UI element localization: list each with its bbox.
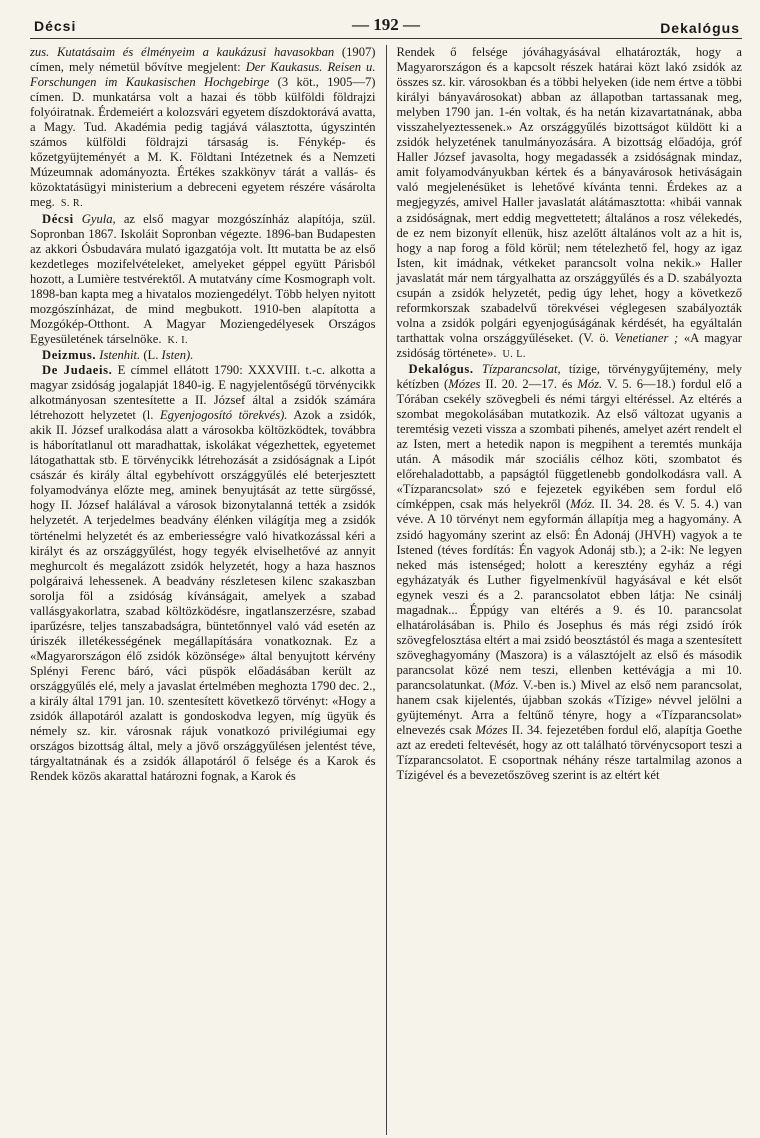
- two-column-body: [30, 45, 742, 1135]
- entry-headword: Deizmus.: [42, 347, 97, 362]
- entry-continuation: Rendek ő felsége jóváhagyásával elhatározták, hogy a Magyarországon és a kapcsolt részek határai közt lakó zsidók az összes sz. kir. városokban és a többi helyeken (ide nem értve a többi királyi bányavárosokat) abban az állapotban tartassanak meg, melyben 1790 jan. 1-én voltak, és ha netán kizavartatnának, abba visszahelyeztessenek.» Az országgyűlés bizottságot küldött ki a zsidók helyzetének tanulmányozására. A bizottság előadója, gróf Haller József javasolta, hogy megadassék a zsidóságnak mindaz, amit folyamodványukban kértek és a bányavárosok hetiváságain való megjelenésüket is lehetővé kívánta tenni. Érdekes az a megjegyzés, amivel Haller javaslatát alátámasztotta: «hibái vannak a zsidóságnak, mert eddig megvettetett; általános a rosz vélekedés, de ez nem bizonyít ellenük, hisz azelőtt általános volt az a hit is, hogy a nap forog a föld körül; nem tételezhető fel, hogy az igaz Isten, kit imádnak, vétkeket parancsolt volna nekik.» Haller javaslatát már nem tárgyalhatta az országgyűlés és a D. szabályozta csupán a zsidók helyzetét, pedig úgy lehet, hogy a következő reformkorszak szabadelvű törekvései véglegesen szabályozták volna a zsidók polgári egyenjogúságának kérdését, ha egyáltalán tarthattak volna országgyűléseket. (V. ö. Venetianer ; «A magyar zsidóság története». U. L.: [396, 45, 742, 360]
- entry-headword: De Judaeis.: [42, 362, 113, 377]
- entry-continuation: zus. Kutatásaim és élményeim a kaukázusi havasokban (1907) címen, mely németül bővítve megjelent: Der Kaukasus. Reisen u. Forschungen im Kaukasischen Hochgebirge (3 köt., 1905—7) címen. D. munkatársa volt a hazai és több külföldi földrajzi folyóiratnak. Érdemeiért a kolozsvári egyetem díszdoktorává avatta, a Magy. Tud. Akadémia pedig tagjává választotta, úgyszintén számos külföldi földrajzi társaság is. Fénykép- és kőzetgyüjteményét a M. K. Földtani Intézetnek és a Nemzeti Múzeumnak adományozta. Értékes szakkönyv tárát a vallás- és közoktatásügyi ministerium a debreceni egyetem részére vásárolta meg. S. R.: [30, 45, 376, 210]
- entry-headword: Dekalógus.: [408, 361, 474, 376]
- page-number: — 192 —: [352, 15, 420, 34]
- author-signature: K. I.: [167, 334, 189, 346]
- author-signature: S. R.: [60, 198, 84, 210]
- right-column: [386, 45, 743, 1135]
- entry-decsi-gyula: Décsi Gyula, az első magyar mozgószínház alapítója, szül. Sopronban 1867. Iskoláit Sopronban végezte. 1896-ban Budapesten az akkori Ósbudavára mulató igazgatója volt. Itt mutatta be az első kezdetleges mozifelvételeket, amelyeket géppel együtt Párisból hozott, a Lumière testvérektől. A mutatvány címe Kosmograph volt. 1898-ban kapta meg a hivatalos moziengedélyt. Több helyen nyitott mozgószínházat, de mind megbukott. 1910-ben alapította a Mozgókép-Otthont. A Magyar Moziengedélyesek Országos Egyesületének társelnöke. K. I.: [30, 211, 376, 346]
- entry-deizmus: Deizmus. Istenhit. (L. Isten).: [42, 347, 194, 362]
- entry-headword: Décsi: [42, 211, 74, 226]
- running-head-right: Dekalógus: [660, 20, 740, 36]
- page-header: [30, 10, 742, 39]
- author-signature: U. L.: [502, 348, 526, 360]
- left-column: [30, 45, 386, 1135]
- entry-dekalogus: Dekalógus. Tízparancsolat, tízige, törvénygyűjtemény, mely kétízben (Mózes II. 20. 2—17. és Móz. V. 5. 6—18.) fordul elő a Tórában csekély szövegbeli és némi tárgyi eltéréssel. Az eltérés a szombat megokolásában mutatkozik. Az első változat ugyanis a teremtésig vezeti vissza a szombati pihenés, amelyet azért rendelt el az Isten, mert a hetedik napon is megpihent a teremtés munkája után. A második már szociális célhoz köti, szombatot és előrehaladottabb, a papságtól függetlenebb gondolkodásra vall. A «Tízparancsolat» szó e fejezetek egyikében sem fordul elő címképpen, csak más helyekről (Móz. II. 34. 28. és V. 5. 4.) van véve. A 10 törvényt nem egyformán állapítja meg a hagyomány. A zsidó hagyomány szerint az első: Én Adonáj (JHVH) vagyok a te Istened (téves fordítás: Én vagyok Adonáj stb.); a 2-ik: Ne legyen neked más istenséged; holott a keresztény egyház a régi egyházatyák és Luther figyelmenkívül hagyásával e két elsőt egynek veszi és a 2. parancsolatot ebben látja: Ne csinálj magadnak... Éppúgy van eltérés a 9. és 10. parancsolat elhatárolásában is. Philo és Josephus és más régi zsidó írók szövegfelosztása eltért a mai zsidó beosztástól és maga a szentesített szöveghagyomány (Maszora) is a választójelt az első és második parancsolat közé nem teszi, ellenben kettévágja a mi 10. parancsolatunkat. (Móz. V.-ben is.) Mivel az első nem parancsolat, hanem csak kijelentés, újabban szokás «Tízige» névvel jelölni a gyüjteményt. Arra a feltűnő tényre, hogy a «Tízparancsolat» elnevezés csak Mózes II. 34. fejezetében fordul elő, alapítja Goethe azt az eredeti feltevését, hogy az ott található törvénycsoport teszi a Tízparancsolatot. E csoportnak néhány része tartalmilag azonos a Tízigével és a bevezetőszöveg szerint is az eltért két: [396, 361, 742, 783]
- entry-de-judaeis: De Judaeis. E címmel ellátott 1790: XXXVIII. t.-c. alkotta a magyar zsidóság jogalapját 1840-ig. E nagyjelentőségű törvénycikk alkotmányosan szentesítette a II. József által a zsidók számára létrehozott helyzetet (l. Egyenjogosító törekvés). Azok a zsidók, akik II. József uralkodása alatt a városokba költözködtek, továbbra is háborítatlanul ott maradhattak, iskolákat végezhettek, egyetemet látogathattak stb. E törvénycikk létrehozását a zsidóságnak a Lipót császár és király által egybehívott országgyűlés elé beterjesztett folyamodványa előzte meg, aminek benyujtását az tette sürgőssé, hogy II. József halálával a városok bizonytalanná tették a zsidók helyzetét. A terjedelmes beadvány élénken világítja meg a zsidók történelmi helyzetét és az emberiességre való hivatkozással kéri a királyt és az országgyűlést, hogy tegyék elviselhetővé az annyit meghurcolt és megalázott zsidók helyzetét, hogy a haza hasznos polgáraivá lehessenek. A beadvány részletesen kilenc szakaszban sorolja föl a zsidóság kívánságait, amelyek a szabad vallásgyakorlatra, szabad költözködésre, ingatlanszerzésre, szabad iparűzésre, teljes tanszabadságra, büntetőnnyel való vád esetén az úriszék illetékességének megállapítására vonatkoznak. Ez a «Magyarországon élő zsidók közönsége» által benyujtott kérvény Splényi Ferenc báró, váci püspök előadásában került az országgyűlés elé, mely a javaslat értelmében meghozta 1790 dec. 2., a király által 1791 jan. 10. szentesített következő törvényt: «Hogy a zsidók állapotáról azalatt is gondoskodva legyen, míg ügyük és némely sz. kir. városnak rájuk vonatkozó privilégiumai egy országos bizottság által, mely a jövő országgyűlésen jelentést téve, tárgyaltatnának és a zsidók állapotáról ő felsége és a Karok és Rendek közös akarattal határozni fognak, a Karok és: [30, 362, 376, 784]
- running-head-left: Décsi: [34, 18, 77, 34]
